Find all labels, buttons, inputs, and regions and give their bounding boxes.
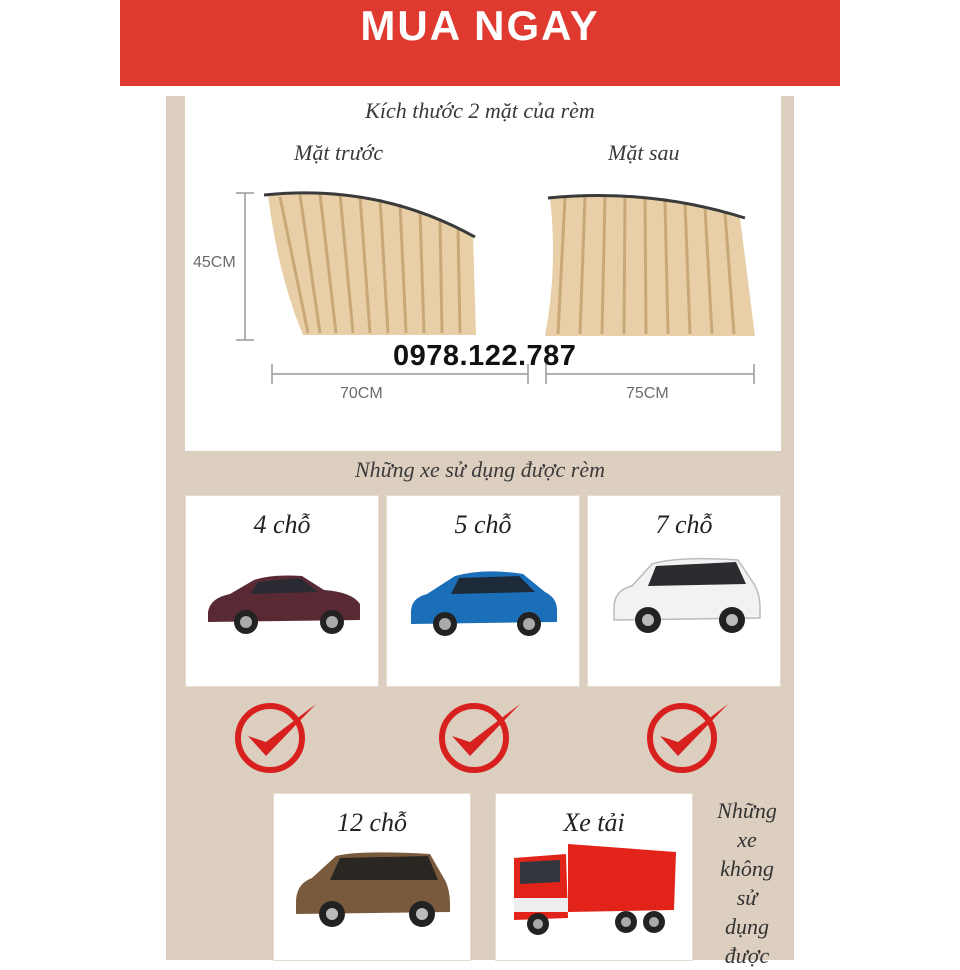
car-card-7-seat	[588, 496, 780, 686]
minivan-car-icon	[290, 848, 456, 930]
banner-title: MUA NGAY	[360, 2, 600, 49]
car-label-12-seat: 12 chỗ	[336, 808, 408, 837]
car-label-5-seat: 5 chỗ	[454, 510, 512, 539]
height-label: 45CM	[193, 254, 236, 271]
note-line: dụng	[725, 914, 769, 939]
car-label-7-seat: 7 chỗ	[655, 510, 713, 539]
sedan-car-icon	[202, 568, 366, 640]
buy-now-banner[interactable]	[120, 0, 840, 86]
suv-car-icon	[608, 554, 766, 638]
car-label-4-seat: 4 chỗ	[253, 510, 311, 539]
back-label: Mặt sau	[608, 140, 680, 165]
note-line: xe	[737, 827, 757, 852]
front-curtain-image	[258, 185, 483, 345]
note-line: sử	[736, 885, 758, 910]
check-icon	[232, 696, 322, 776]
not-compatible-note	[702, 796, 792, 970]
note-line: không	[720, 856, 774, 881]
size-title: Kích thước 2 mặt của rèm	[365, 98, 595, 123]
hatchback-car-icon	[405, 566, 565, 642]
car-card-5-seat	[387, 496, 579, 686]
check-icon	[436, 696, 526, 776]
front-width-label: 70CM	[340, 385, 383, 402]
note-line: Những	[717, 798, 777, 823]
car-card-12-seat	[274, 794, 470, 960]
dump-truck-icon	[508, 838, 684, 938]
back-width-label: 75CM	[626, 385, 669, 402]
note-line: được	[724, 943, 770, 968]
car-card-4-seat	[186, 496, 378, 686]
car-card-truck	[496, 794, 692, 960]
check-icon	[644, 696, 734, 776]
car-label-truck: Xe tải	[563, 808, 625, 837]
phone-number[interactable]: 0978.122.787	[393, 340, 577, 372]
back-curtain-image	[540, 188, 765, 348]
compatible-title: Những xe sử dụng được rèm	[355, 457, 605, 482]
front-label: Mặt trước	[294, 140, 384, 165]
